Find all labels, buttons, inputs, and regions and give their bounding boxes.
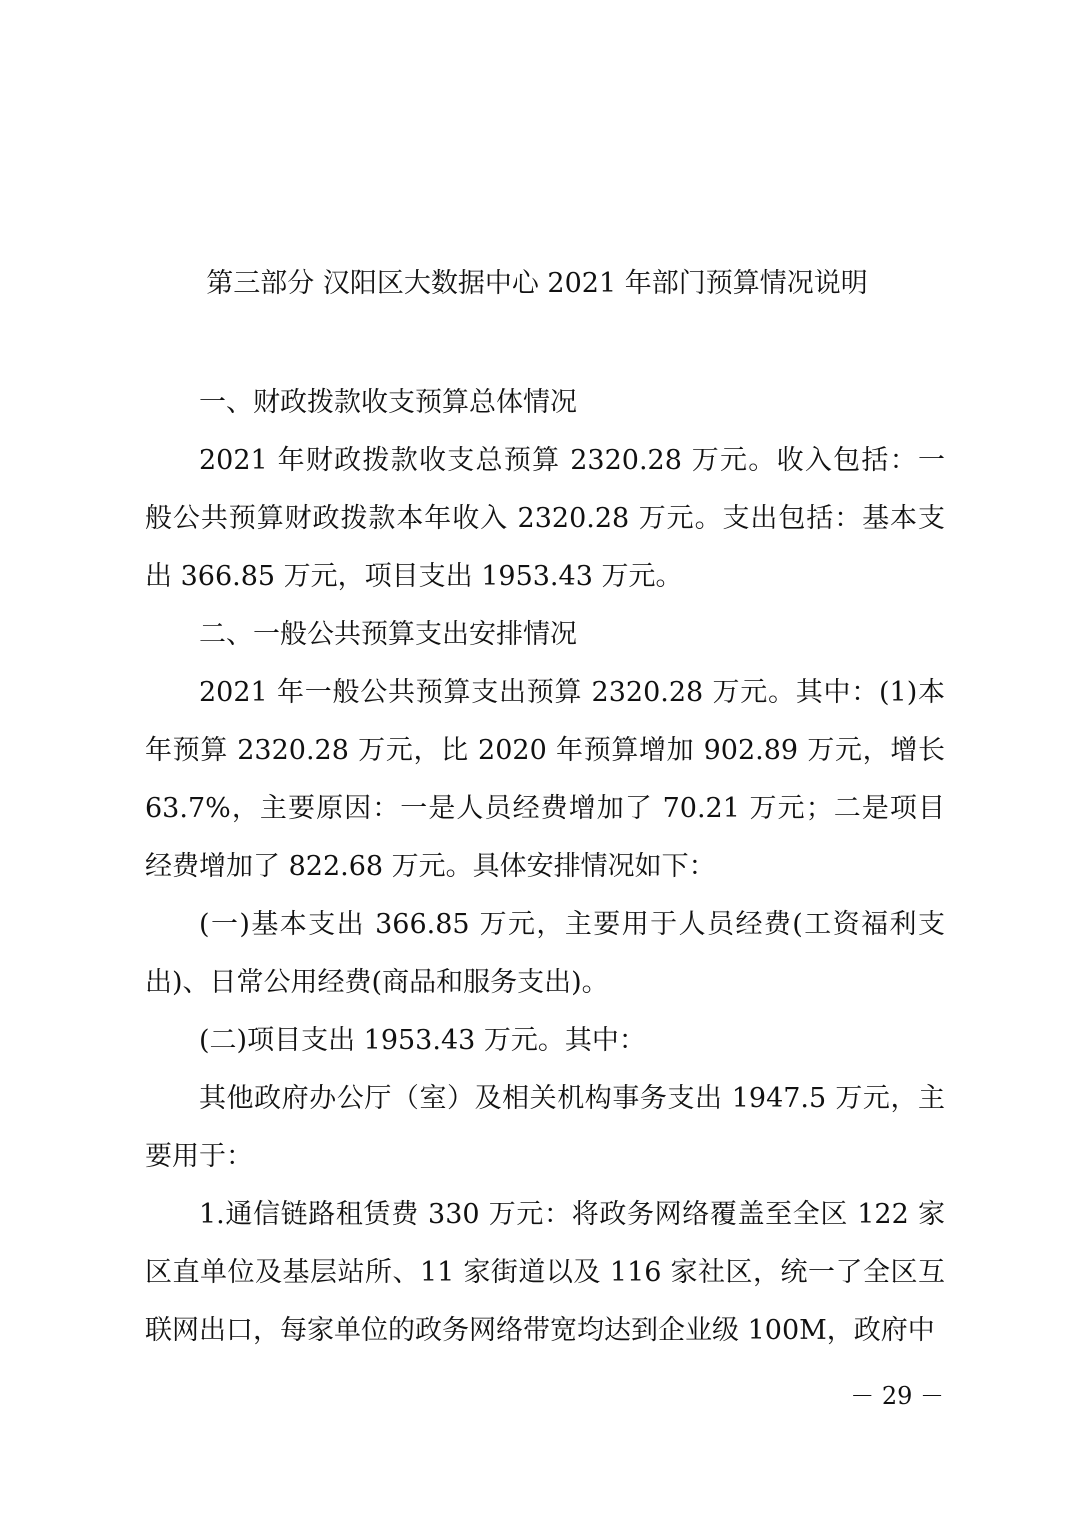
paragraph-basic-expenditure: (一)基本支出 366.85 万元，主要用于人员经费(工资福利支出)、日常公用经费(商品和服务支出)。 <box>145 909 945 998</box>
paragraph-communication-lease: 1.通信链路租赁费 330 万元：将政务网络覆盖至全区 122 家区直单位及基层站所、11 家街道以及 116 家社区，统一了全区互联网出口，每家单位的政务网络带宽均达到企业级 100M，政府中 <box>145 1199 945 1346</box>
paragraph-office-affairs: 其他政府办公厅（室）及相关机构事务支出 1947.5 万元，主要用于： <box>145 1083 945 1172</box>
section-heading-1: 一、财政拨款收支预算总体情况 <box>199 387 577 418</box>
paragraph-budget-overview: 2021 年财政拨款收支总预算 2320.28 万元。收入包括：一般公共预算财政拨款本年收入 2320.28 万元。支出包括：基本支出 366.85 万元，项目支出 1953.43 万元。 <box>145 445 945 592</box>
page-number: － 29 － <box>850 1382 944 1410</box>
paragraph-general-budget: 2021 年一般公共预算支出预算 2320.28 万元。其中：(1)本年预算 2320.28 万元，比 2020 年预算增加 902.89 万元，增长 63.7%，主要原因：一是人员经费增加了 70.21 万元；二是项目经费增加了 822.68 万元。具体安排情况如下： <box>145 677 945 882</box>
document-body <box>145 374 945 1360</box>
section-heading-2: 二、一般公共预算支出安排情况 <box>199 619 577 650</box>
paragraph-project-expenditure: (二)项目支出 1953.43 万元。其中： <box>199 1025 646 1056</box>
document-title: 第三部分 汉阳区大数据中心 2021 年部门预算情况说明 <box>206 268 868 299</box>
